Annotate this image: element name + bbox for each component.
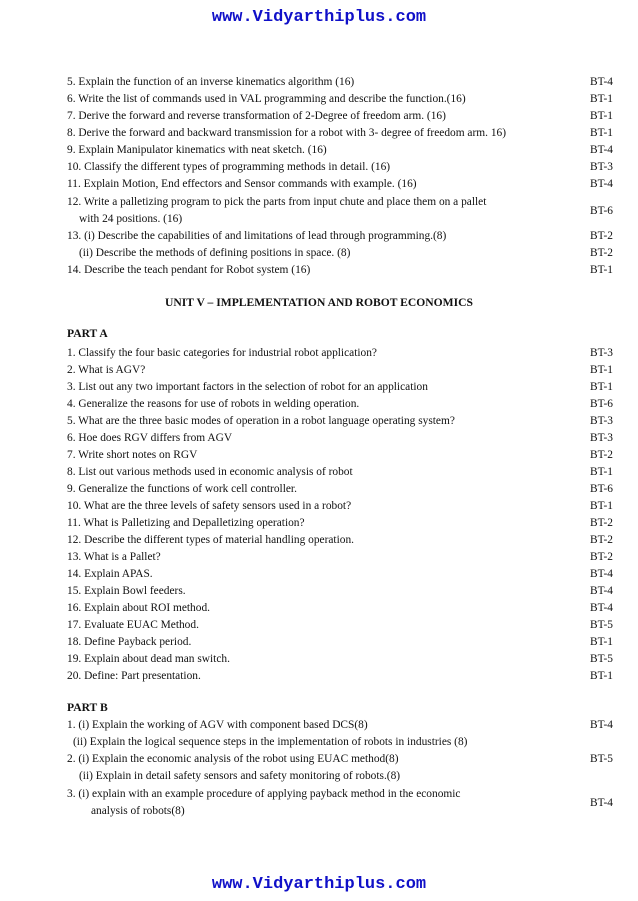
question-row: [67, 550, 613, 564]
question-text: 9. Explain Manipulator kinematics with neat sketch. (16): [67, 144, 327, 156]
bloom-level: BT-2: [590, 534, 613, 546]
bloom-level: BT-6: [590, 398, 613, 410]
bloom-level: BT-2: [590, 517, 613, 529]
question-text: 2. What is AGV?: [67, 364, 146, 376]
question-text: (ii) Describe the methods of defining positions in space. (8): [79, 247, 351, 259]
question-row: [67, 346, 613, 360]
question-row: [67, 177, 613, 191]
bloom-level: BT-1: [590, 500, 613, 512]
question-row: [67, 618, 613, 632]
question-text: 1. Classify the four basic categories for industrial robot application?: [67, 347, 377, 359]
question-row: [67, 246, 613, 260]
bloom-level: BT-4: [590, 178, 613, 190]
question-row: [67, 718, 613, 732]
question-text: 7. Derive the forward and reverse transformation of 2-Degree of freedom arm. (16): [67, 110, 446, 122]
question-text: 11. Explain Motion, End effectors and Sensor commands with example. (16): [67, 178, 417, 190]
question-row: [67, 397, 613, 411]
question-text: 7. Write short notes on RGV: [67, 449, 198, 461]
question-text: 3. List out any two important factors in the selection of robot for an application: [67, 381, 428, 393]
bloom-level: BT-3: [590, 432, 613, 444]
question-row: [67, 126, 613, 140]
bloom-level: BT-5: [590, 753, 613, 765]
question-row: [67, 584, 613, 598]
question-row: [67, 75, 613, 89]
question-text: 4. Generalize the reasons for use of robots in welding operation.: [67, 398, 360, 410]
question-row: [67, 635, 613, 649]
question-row: [67, 601, 613, 615]
bloom-level: BT-4: [590, 585, 613, 597]
question-row: [67, 448, 613, 462]
question-row: [67, 109, 613, 123]
bloom-level: BT-3: [590, 161, 613, 173]
question-text: 14. Describe the teach pendant for Robot system (16): [67, 264, 311, 276]
bloom-level: BT-3: [590, 347, 613, 359]
bloom-level: BT-2: [590, 449, 613, 461]
question-text: 1. (i) Explain the working of AGV with component based DCS(8): [67, 719, 368, 731]
part-a-heading: PART A: [67, 327, 108, 340]
question-line-continued: with 24 positions. (16): [79, 213, 183, 225]
question-text: 5. What are the three basic modes of operation in a robot language operating system?: [67, 415, 455, 427]
bloom-level: BT-3: [590, 415, 613, 427]
bloom-level: BT-2: [590, 551, 613, 563]
bloom-level: BT-4: [590, 719, 613, 731]
question-row: [67, 194, 613, 228]
question-row: [67, 652, 613, 666]
bloom-level: BT-1: [590, 110, 613, 122]
question-text: 6. Write the list of commands used in VAL programming and describe the function.(16): [67, 93, 466, 105]
question-text: 2. (i) Explain the economic analysis of the robot using EUAC method(8): [67, 753, 399, 765]
question-text: 14. Explain APAS.: [67, 568, 153, 580]
question-text: 10. Classify the different types of programming methods in detail. (16): [67, 161, 391, 173]
question-text: [67, 194, 573, 228]
question-row: [67, 363, 613, 377]
question-text: [67, 786, 573, 820]
footer-site-url: www.Vidyarthiplus.com: [211, 875, 427, 894]
bloom-level: BT-1: [590, 636, 613, 648]
question-line: 3. (i) explain with an example procedure of applying payback method in the economic: [67, 788, 461, 800]
bloom-level: BT-1: [590, 670, 613, 682]
question-text: 16. Explain about ROI method.: [67, 602, 210, 614]
question-row: [67, 143, 613, 157]
question-text: 5. Explain the function of an inverse kinematics algorithm (16): [67, 76, 355, 88]
question-row: [67, 786, 613, 820]
question-text: 8. Derive the forward and backward transmission for a robot with 3- degree of freedom arm. 16): [67, 127, 507, 139]
bloom-level: BT-4: [590, 797, 613, 809]
question-line: 12. Write a palletizing program to pick the parts from input chute and place them on a pallet: [67, 196, 487, 208]
question-row: [67, 499, 613, 513]
unit-title: UNIT V – IMPLEMENTATION AND ROBOT ECONOMICS: [165, 296, 473, 309]
bloom-level: BT-2: [590, 247, 613, 259]
question-text: 19. Explain about dead man switch.: [67, 653, 230, 665]
question-row: [67, 752, 613, 766]
question-row: [67, 533, 613, 547]
question-text: (ii) Explain the logical sequence steps in the implementation of robots in industries (8): [73, 736, 468, 748]
question-row: [67, 516, 613, 530]
question-text: (ii) Explain in detail safety sensors and safety monitoring of robots.(8): [79, 770, 401, 782]
question-row: [67, 669, 613, 683]
question-text: 9. Generalize the functions of work cell controller.: [67, 483, 297, 495]
question-row: [67, 229, 613, 243]
question-row: [67, 160, 613, 174]
part-b-heading: PART B: [67, 701, 108, 714]
question-row: [67, 465, 613, 479]
bloom-level: BT-1: [590, 127, 613, 139]
bloom-level: BT-5: [590, 653, 613, 665]
bloom-level: BT-5: [590, 619, 613, 631]
bloom-level: BT-4: [590, 602, 613, 614]
bloom-level: BT-4: [590, 568, 613, 580]
question-row: [67, 482, 613, 496]
question-text: 15. Explain Bowl feeders.: [67, 585, 186, 597]
question-text: 8. List out various methods used in economic analysis of robot: [67, 466, 353, 478]
question-row: [67, 735, 613, 749]
bloom-level: BT-1: [590, 93, 613, 105]
bloom-level: BT-1: [590, 364, 613, 376]
question-line-continued: analysis of robots(8): [91, 805, 185, 817]
question-text: 6. Hoe does RGV differs from AGV: [67, 432, 233, 444]
question-row: [67, 769, 613, 783]
bloom-level: BT-6: [590, 205, 613, 217]
header-site-url: www.Vidyarthiplus.com: [211, 8, 427, 27]
question-text: 17. Evaluate EUAC Method.: [67, 619, 199, 631]
question-text: 13. What is a Pallet?: [67, 551, 161, 563]
question-text: 11. What is Palletizing and Depalletizing operation?: [67, 517, 305, 529]
bloom-level: BT-1: [590, 466, 613, 478]
bloom-level: BT-1: [590, 381, 613, 393]
bloom-level: BT-1: [590, 264, 613, 276]
question-text: 18. Define Payback period.: [67, 636, 192, 648]
bloom-level: BT-6: [590, 483, 613, 495]
question-row: [67, 414, 613, 428]
bloom-level: BT-2: [590, 230, 613, 242]
question-row: [67, 431, 613, 445]
question-text: 13. (i) Describe the capabilities of and limitations of lead through programming.(8): [67, 230, 447, 242]
question-row: [67, 567, 613, 581]
question-text: 10. What are the three levels of safety sensors used in a robot?: [67, 500, 352, 512]
bloom-level: BT-4: [590, 76, 613, 88]
question-row: [67, 380, 613, 394]
question-row: [67, 92, 613, 106]
question-text: 20. Define: Part presentation.: [67, 670, 201, 682]
question-row: [67, 263, 613, 277]
question-text: 12. Describe the different types of material handling operation.: [67, 534, 354, 546]
bloom-level: BT-4: [590, 144, 613, 156]
